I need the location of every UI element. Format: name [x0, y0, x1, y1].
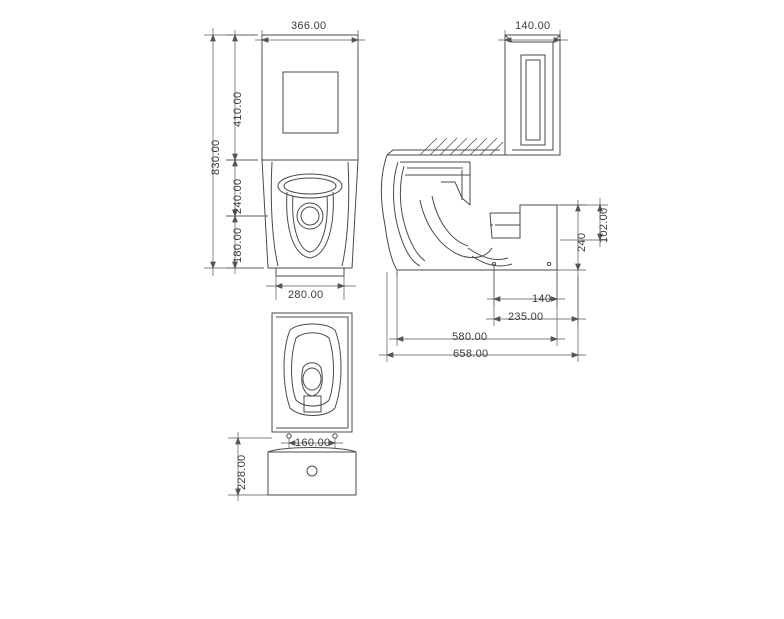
dim-label-830: 830.00 [210, 139, 222, 175]
dim-label-410: 410.00 [232, 91, 244, 127]
dim-label-240: 240.00 [232, 178, 244, 214]
dim-label-366: 366.00 [291, 20, 327, 32]
dim-label-228: 228.00 [236, 454, 248, 490]
plan-view [268, 313, 356, 495]
dim-label-658: 658.00 [453, 348, 489, 360]
dim-label-140-top: 140.00 [515, 20, 551, 32]
side-elevation [381, 35, 560, 276]
dim-label-140-side: 140 [532, 293, 552, 305]
dim-label-580: 580.00 [452, 331, 488, 343]
dim-label-102: 102.00 [598, 207, 610, 243]
front-elevation [262, 35, 358, 276]
dim-label-160: 160.00 [295, 437, 331, 449]
dim-label-280: 280.00 [288, 289, 324, 301]
dim-label-180: 180.00 [232, 227, 244, 263]
dim-label-235: 235.00 [508, 311, 544, 323]
dim-label-240-side: 240 [576, 232, 588, 252]
